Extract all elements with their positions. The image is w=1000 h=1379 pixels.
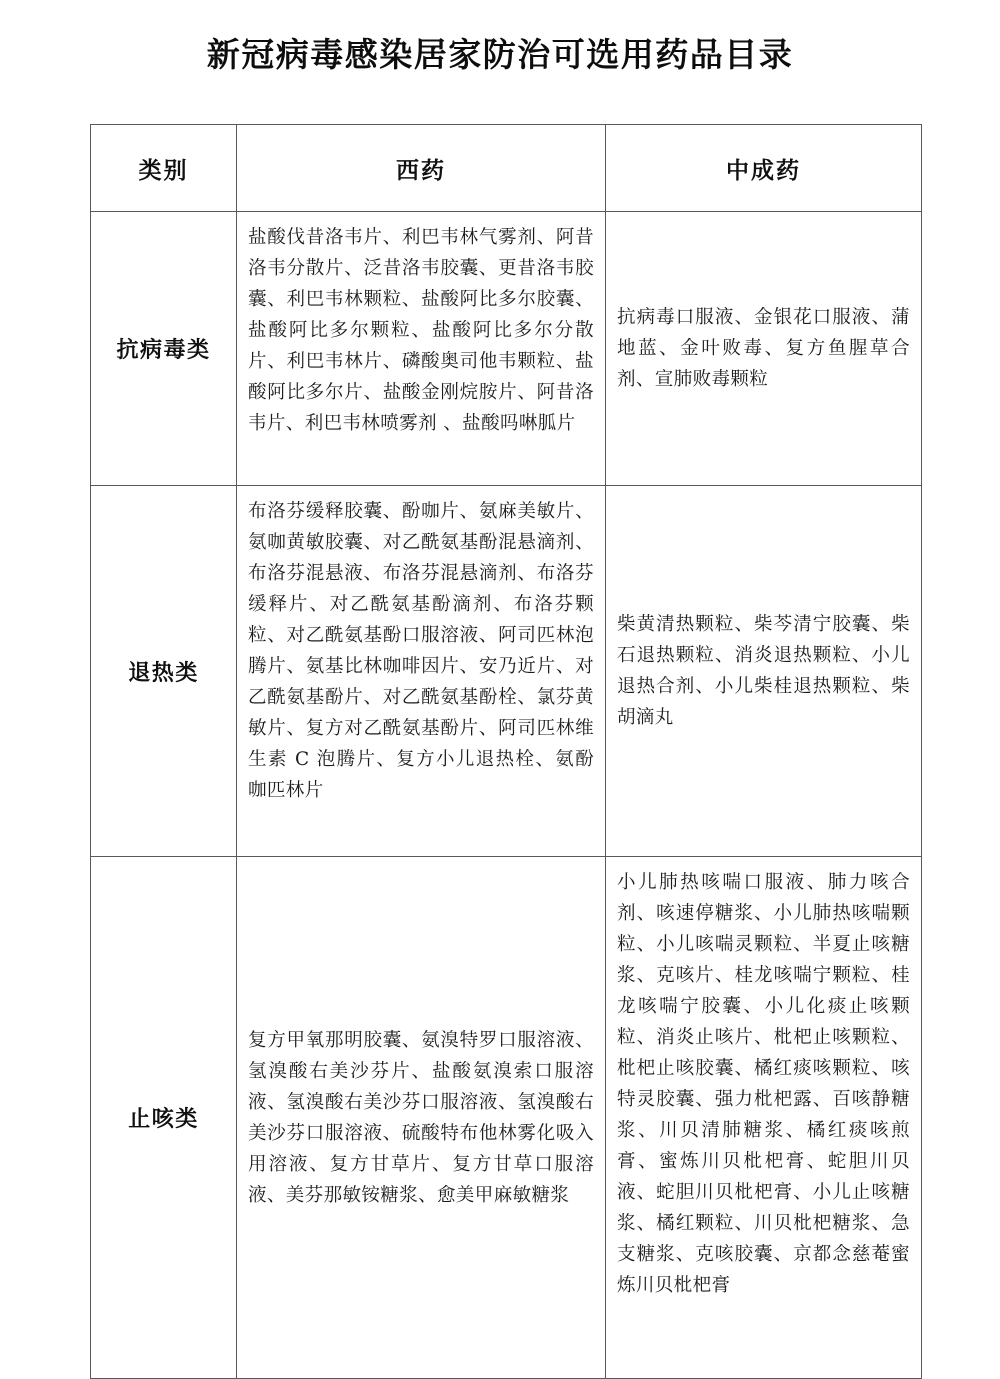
row-category-antitussive: 止咳类: [91, 857, 237, 1379]
cell-antiviral-chinese-medicine: [606, 212, 922, 486]
column-header-chinese-patent-medicine: 中成药: [606, 125, 922, 212]
drug-list-text: 布洛芬缓释胶囊、酚咖片、氨麻美敏片、氨咖黄敏胶囊、对乙酰氨基酚混悬滴剂、布洛芬混悬液、布洛芬混悬滴剂、布洛芬缓释片、对乙酰氨基酚滴剂、布洛芬颗粒、对乙酰氨基酚口服溶液、阿司匹林泡腾片、氨基比林咖啡因片、安乃近片、对乙酰氨基酚片、对乙酰氨基酚栓、氯芬黄敏片、复方对乙酰氨基酚片、阿司匹林维生素 C 泡腾片、复方小儿退热栓、氨酚咖匹林片: [248, 501, 594, 801]
table-row: [91, 857, 922, 1379]
cell-antitussive-chinese-medicine: [606, 857, 922, 1379]
drug-list-text: 柴黄清热颗粒、柴芩清宁胶囊、柴石退热颗粒、消炎退热颗粒、小儿退热合剂、小儿柴桂退热颗粒、柴胡滴丸: [617, 614, 910, 728]
drug-list-text: 小儿肺热咳喘口服液、肺力咳合剂、咳速停糖浆、小儿肺热咳喘颗粒、小儿咳喘灵颗粒、半夏止咳糖浆、克咳片、桂龙咳喘宁颗粒、桂龙咳喘宁胶囊、小儿化痰止咳颗粒、消炎止咳片、枇杷止咳颗粒、枇杷止咳胶囊、橘红痰咳颗粒、咳特灵胶囊、强力枇杷露、百咳静糖浆、川贝清肺糖浆、橘红痰咳煎膏、蜜炼川贝枇杷膏、蛇胆川贝液、蛇胆川贝枇杷膏、小儿止咳糖浆、橘红颗粒、川贝枇杷糖浆、急支糖浆、克咳胶囊、京都念慈菴蜜炼川贝枇杷膏: [617, 872, 910, 1296]
drug-list-text: 抗病毒口服液、金银花口服液、蒲地蓝、金叶败毒、复方鱼腥草合剂、宣肺败毒颗粒: [617, 307, 910, 390]
cell-antipyretic-chinese-medicine: [606, 486, 922, 857]
drug-catalog-table: [90, 124, 922, 1379]
table-row: [91, 212, 922, 486]
drug-catalog-table-container: [90, 124, 921, 1379]
drug-list-text: 复方甲氧那明胶囊、氨溴特罗口服溶液、氢溴酸右美沙芬片、盐酸氨溴索口服溶液、氢溴酸右美沙芬口服溶液、氢溴酸右美沙芬口服溶液、硫酸特布他林雾化吸入用溶液、复方甘草片、复方甘草口服溶液、美芬那敏铵糖浆、愈美甲麻敏糖浆: [248, 1029, 594, 1206]
drug-list-text: 盐酸伐昔洛韦片、利巴韦林气雾剂、阿昔洛韦分散片、泛昔洛韦胶囊、更昔洛韦胶囊、利巴韦林颗粒、盐酸阿比多尔胶囊、盐酸阿比多尔颗粒、盐酸阿比多尔分散片、利巴韦林片、磷酸奥司他韦颗粒、盐酸阿比多尔片、盐酸金刚烷胺片、阿昔洛韦片、利巴韦林喷雾剂 、盐酸吗啉胍片: [248, 227, 594, 434]
cell-antiviral-western-medicine: [237, 212, 606, 486]
column-header-category: 类别: [91, 125, 237, 212]
table-header: [91, 125, 922, 212]
page-title: 新冠病毒感染居家防治可选用药品目录: [206, 35, 794, 75]
table-header-row: [91, 125, 922, 212]
table-row: [91, 486, 922, 857]
cell-antipyretic-western-medicine: [237, 486, 606, 857]
cell-antitussive-western-medicine: [237, 857, 606, 1379]
table-body: [91, 212, 922, 1379]
column-header-western-medicine: 西药: [237, 125, 606, 212]
row-category-antiviral: 抗病毒类: [91, 212, 237, 486]
row-category-antipyretic: 退热类: [91, 486, 237, 857]
